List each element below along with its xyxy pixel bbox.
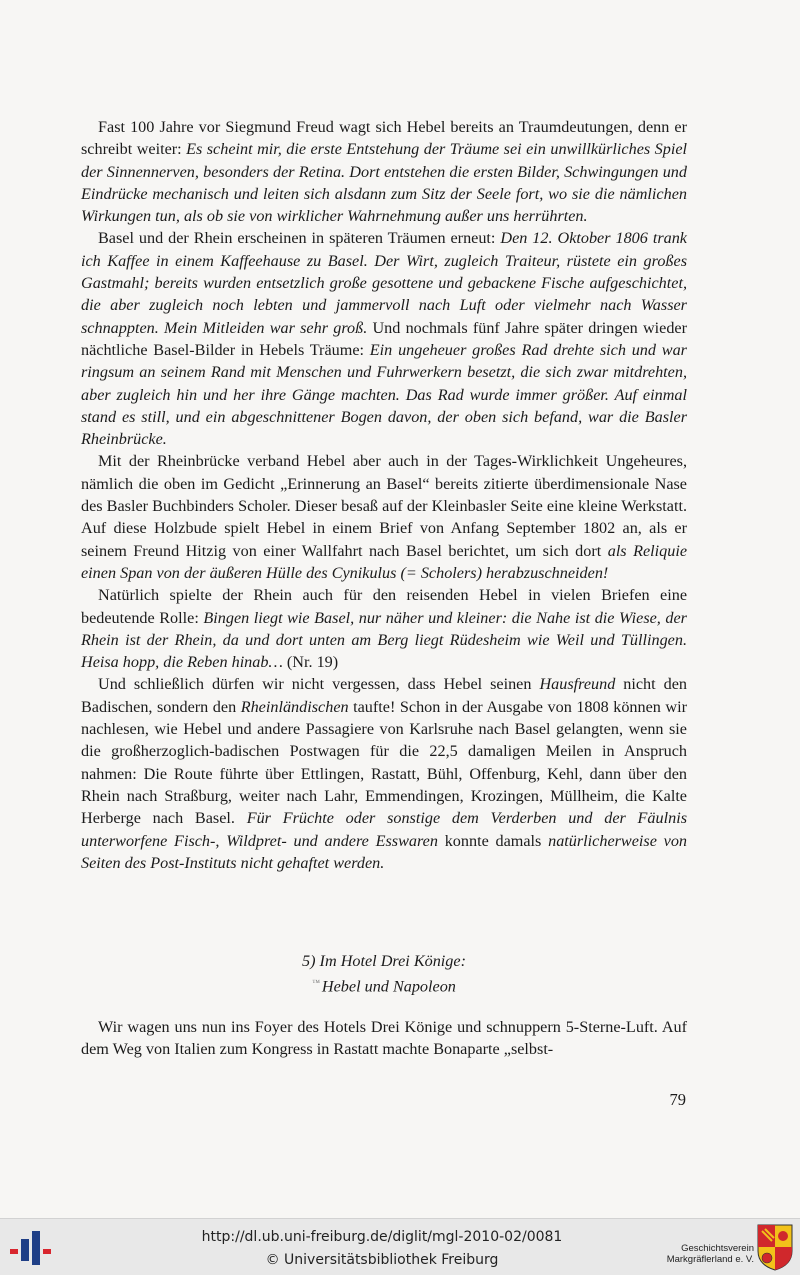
text-run: (Nr. 19) (282, 653, 339, 672)
italic-quote: Hausfreund (539, 675, 616, 694)
society-name-line2: Markgräflerland e. V. (666, 1254, 754, 1265)
text-run: Wir wagen uns nun ins Foyer des Hotels Drei Könige und schnuppern 5-Sterne-Luft. Auf dem Weg von Italien zum Kongress in Rastatt machte Bonaparte „selbst- (81, 1018, 687, 1059)
text-run: Und schließlich dürfen wir nicht vergessen, dass Hebel seinen (98, 675, 540, 694)
paragraph (81, 673, 687, 874)
viewer-footer (0, 1218, 800, 1275)
italic-quote: Den 12. Oktober 1806 trank ich Kaffee in einem Kaffeehause zu Basel. Der Wirt, zugleich Traiteur, rüstete ein großes Gastmahl; bereits wurden entsetzlich große gesottene und gebackene Fische aufgeschichtet, die aber zugleich noch lebten und jammervoll nach Luft oder vielmehr nach Wasser schnappten. Mein Mitleiden war sehr groß. (81, 229, 687, 337)
paragraph (81, 1016, 687, 1061)
section-heading-line1: 5) Im Hotel Drei Könige: (302, 952, 466, 970)
text-run: Basel und der Rhein erscheinen in späteren Träumen erneut: (98, 229, 501, 248)
text-run: Natürlich spielte der Rhein auch für den reisenden Hebel in vielen Briefen eine bedeutende Rolle: (81, 586, 687, 627)
italic-quote: Rheinländischen (240, 697, 349, 716)
text-run: Fast 100 Jahre vor Siegmund Freud wagt sich Hebel bereits an Traumdeutungen, denn er schreibt weiter: (81, 118, 687, 159)
italic-quote: Für Früchte oder sonstige dem Verderben und der Fäulnis unterworfene Fisch-, Wildpret- und andere Esswaren (81, 809, 687, 850)
document-url[interactable]: http://dl.ub.uni-freiburg.de/diglit/mgl-2010-02/0081 (201, 1229, 563, 1245)
paragraph (81, 584, 687, 673)
text-run: Mit der Rheinbrücke verband Hebel aber auch in der Tages-Wirklichkeit Ungeheures, nämlich die oben im Gedicht „Erinnerung an Basel“ bereits zitierte überdimensionale Nase des Basler Buchbinders Scholer. Dieser besaß auf der Kleinbasler Seite eine kleine Werkstatt. Auf diese Holzbude spielt Hebel in einem Brief von Anfang September 1802 an, als er seinem Freund Hitzig von einer Wallfahrt nach Basel berichtet, um sich dort (81, 452, 687, 560)
society-name (644, 1243, 754, 1265)
text-run: Und nochmals fünf Jahre später dringen wieder nächtliche Basel-Bilder in Hebels Träume: (81, 318, 687, 359)
page-number: 79 (669, 1090, 686, 1109)
paragraph (81, 450, 687, 584)
section-heading (81, 950, 687, 997)
paragraph (81, 227, 687, 450)
text-run: nicht den Badischen, sondern den (81, 675, 687, 716)
text-run: taufte! Schon in der Ausgabe von 1808 können wir nachlesen, wie Hebel und andere Passagiere von Karlsruhe nach Basel gelangten, wenn sie die großherzoglich-badischen Postwagen für die 22,5 damaligen Meilen in Anspruch nahmen: Die Route führte über Ettlingen, Rastatt, Bühl, Offenburg, Kehl, dann über den Rhein nach Straßburg, weiter nach Lahr, Emmendingen, Krozingen, Müllheim, die Kalte Herberge nach Basel. (81, 697, 687, 828)
society-name-line1: Geschichtsverein (681, 1243, 754, 1254)
body-text (81, 116, 687, 874)
body-text-continued (81, 1016, 687, 1061)
italic-quote: Es scheint mir, die erste Entstehung der Träume sei ein unwillkürliches Spiel der Sinnennerven, besonders der Retina. Dort entstehen die ersten Bilder, Schwingungen und Eindrücke mechanisch und leiten sich alsdann zum Sitz der Seele fort, wo sie die nämlichen Wirkungen tun, als ob sie von wirklicher Wahrnehmung außer uns herrührten. (81, 140, 688, 226)
italic-quote: natürlicherweise von Seiten des Post-Instituts nicht gehaftet werden. (81, 831, 688, 872)
section-heading-line2: Hebel und Napoleon (321, 977, 456, 996)
italic-quote: Ein ungeheuer großes Rad drehte sich und war ringsum an seinem Rand mit Menschen und Fuhrwerkern besetzt, die sich zwar mitdrehten, aber zugleich hin und her ihre Gänge machten. Das Rad wurde immer größer. Auf einmal stand es still, und ein abgeschnittener Bogen davon, der oben sich befand, war die Basler Rheinbrücke. (81, 340, 687, 449)
italic-quote: als Reliquie einen Span von der äußeren Hülle des Cynikulus (= Scholers) herabzuschneiden! (81, 541, 688, 582)
society-crest-icon (756, 1223, 794, 1271)
section-heading-line2-wrap (81, 972, 687, 997)
text-run: konnte damals (437, 831, 549, 850)
stray-mark-icon: ™ (312, 978, 320, 987)
paragraph (81, 116, 687, 227)
copyright-notice: © Universitätsbibliothek Freiburg (265, 1252, 499, 1268)
italic-quote: Bingen liegt wie Basel, nur näher und kleiner: die Nahe ist die Wiese, der Rhein ist der Rhein, da und dort unten am Berg liegt Rüdesheim wie Weil und Tüllingen. Heisa hopp, die Reben hinab… (81, 608, 687, 672)
